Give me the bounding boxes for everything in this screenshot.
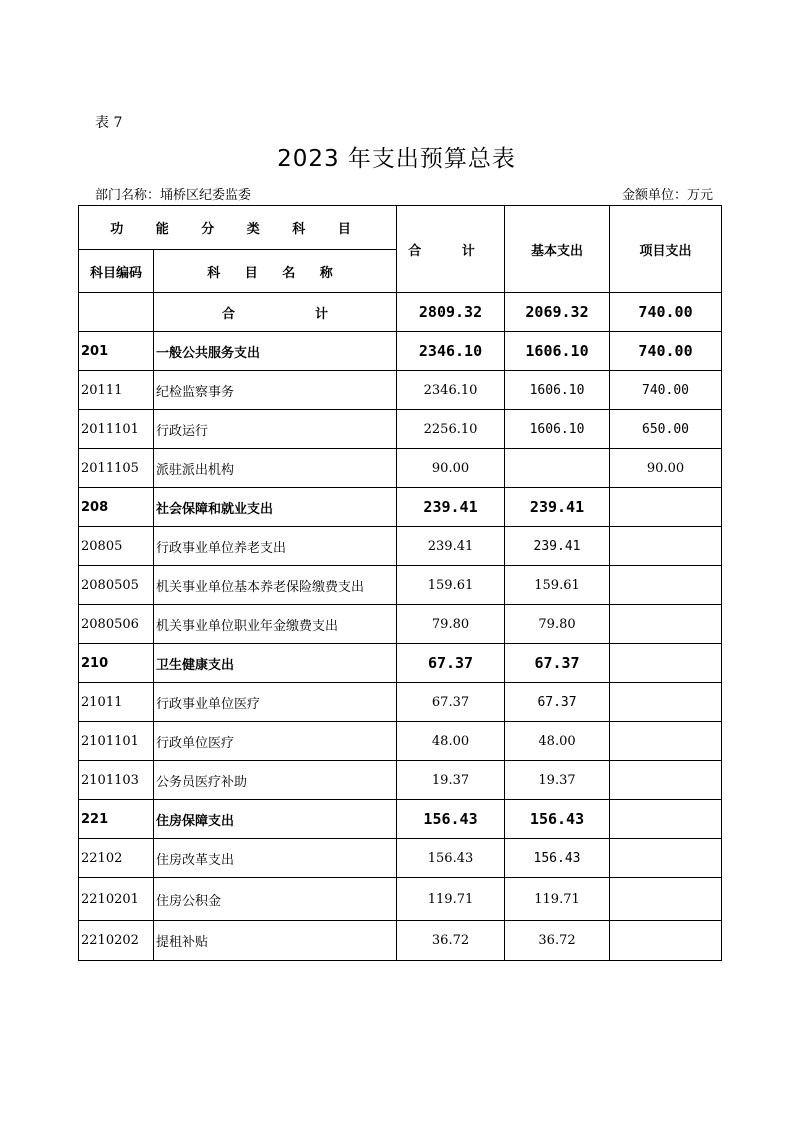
- row-project: [610, 527, 722, 566]
- row-code: 208: [79, 488, 154, 527]
- row-code: 20805: [79, 527, 154, 566]
- table-row: [79, 800, 722, 839]
- row-name: 行政事业单位医疗: [154, 683, 397, 722]
- row-code: 2080506: [79, 605, 154, 644]
- row-total: 67.37: [397, 644, 505, 683]
- table-row: [79, 683, 722, 722]
- row-total: 156.43: [397, 839, 505, 878]
- row-basic: 19.37: [505, 761, 610, 800]
- page-title: 2023 年支出预算总表: [277, 146, 516, 172]
- row-basic: 239.41: [505, 488, 610, 527]
- row-name: 公务员医疗补助: [154, 761, 397, 800]
- row-code: 2011105: [79, 449, 154, 488]
- row-project: 740.00: [610, 371, 722, 410]
- row-basic: 67.37: [505, 644, 610, 683]
- table-row: [79, 605, 722, 644]
- row-name: 机关事业单位基本养老保险缴费支出: [154, 566, 397, 605]
- row-name: 住房公积金: [154, 878, 397, 921]
- row-total: 36.72: [397, 921, 505, 961]
- row-project: [610, 605, 722, 644]
- row-name: 提租补贴: [154, 921, 397, 961]
- header-total: 合 计: [397, 206, 505, 293]
- total-label-left: 合: [221, 306, 235, 322]
- row-total: 67.37: [397, 683, 505, 722]
- row-name: 纪检监察事务: [154, 371, 397, 410]
- table-row: [79, 449, 722, 488]
- row-total: 239.41: [397, 527, 505, 566]
- row-code: 2101101: [79, 722, 154, 761]
- row-project: [610, 566, 722, 605]
- row-total: 48.00: [397, 722, 505, 761]
- row-total: 2346.10: [397, 371, 505, 410]
- row-name: 机关事业单位职业年金缴费支出: [154, 605, 397, 644]
- table-row: [79, 722, 722, 761]
- header-row-1: [79, 206, 722, 250]
- row-code: 2011101: [79, 410, 154, 449]
- table-row: [79, 566, 722, 605]
- table-row: [79, 839, 722, 878]
- header-name: 科 目 名 称: [154, 250, 397, 293]
- row-code: 201: [79, 332, 154, 371]
- total-amount: 2809.32: [397, 293, 505, 332]
- row-basic: 1606.10: [505, 332, 610, 371]
- table-row: [79, 527, 722, 566]
- row-total: 239.41: [397, 488, 505, 527]
- row-code: 22102: [79, 839, 154, 878]
- row-basic: 156.43: [505, 800, 610, 839]
- row-code: 21011: [79, 683, 154, 722]
- total-basic: 2069.32: [505, 293, 610, 332]
- row-name: 行政事业单位养老支出: [154, 527, 397, 566]
- row-name: 卫生健康支出: [154, 644, 397, 683]
- row-total: 159.61: [397, 566, 505, 605]
- row-project: [610, 722, 722, 761]
- row-project: [610, 683, 722, 722]
- row-name: 住房改革支出: [154, 839, 397, 878]
- total-row: [79, 293, 722, 332]
- row-name: 住房保障支出: [154, 800, 397, 839]
- row-total: 90.00: [397, 449, 505, 488]
- total-label-right: 计: [315, 306, 329, 322]
- row-total: 156.43: [397, 800, 505, 839]
- total-label: [154, 293, 397, 332]
- header-project: 项目支出: [610, 206, 722, 293]
- row-total: 79.80: [397, 605, 505, 644]
- row-basic: 119.71: [505, 878, 610, 921]
- row-code: 2101103: [79, 761, 154, 800]
- table-row: [79, 878, 722, 921]
- row-basic: 48.00: [505, 722, 610, 761]
- row-project: 650.00: [610, 410, 722, 449]
- row-project: [610, 878, 722, 921]
- row-project: 90.00: [610, 449, 722, 488]
- row-basic: [505, 449, 610, 488]
- row-code: 221: [79, 800, 154, 839]
- header-category: 功 能 分 类 科 目: [79, 206, 397, 250]
- row-project: 740.00: [610, 332, 722, 371]
- row-project: [610, 488, 722, 527]
- row-name: 社会保障和就业支出: [154, 488, 397, 527]
- row-project: [610, 921, 722, 961]
- header-code: 科目编码: [79, 250, 154, 293]
- row-project: [610, 761, 722, 800]
- row-total: 119.71: [397, 878, 505, 921]
- row-total: 19.37: [397, 761, 505, 800]
- row-basic: 1606.10: [505, 371, 610, 410]
- row-total: 2346.10: [397, 332, 505, 371]
- table-row: [79, 332, 722, 371]
- row-code: 2210202: [79, 921, 154, 961]
- table-row: [79, 644, 722, 683]
- row-code: 210: [79, 644, 154, 683]
- table-row: [79, 371, 722, 410]
- row-basic: 1606.10: [505, 410, 610, 449]
- row-project: [610, 839, 722, 878]
- budget-table: [78, 205, 722, 961]
- department-name: 部门名称：埇桥区纪委监委: [95, 188, 252, 203]
- row-total: 2256.10: [397, 410, 505, 449]
- row-project: [610, 644, 722, 683]
- row-code: 2210201: [79, 878, 154, 921]
- table-number: 表 7: [95, 115, 123, 131]
- row-basic: 239.41: [505, 527, 610, 566]
- table-row: [79, 921, 722, 961]
- row-basic: 67.37: [505, 683, 610, 722]
- total-project: 740.00: [610, 293, 722, 332]
- table-row: [79, 761, 722, 800]
- row-project: [610, 800, 722, 839]
- row-basic: 159.61: [505, 566, 610, 605]
- total-code-cell: [79, 293, 154, 332]
- row-code: 20111: [79, 371, 154, 410]
- row-basic: 36.72: [505, 921, 610, 961]
- row-basic: 79.80: [505, 605, 610, 644]
- row-basic: 156.43: [505, 839, 610, 878]
- row-name: 一般公共服务支出: [154, 332, 397, 371]
- row-name: 行政单位医疗: [154, 722, 397, 761]
- row-name: 行政运行: [154, 410, 397, 449]
- table-row: [79, 410, 722, 449]
- row-code: 2080505: [79, 566, 154, 605]
- table-row: [79, 488, 722, 527]
- amount-unit: 金额单位：万元: [621, 188, 713, 203]
- row-name: 派驻派出机构: [154, 449, 397, 488]
- header-basic: 基本支出: [505, 206, 610, 293]
